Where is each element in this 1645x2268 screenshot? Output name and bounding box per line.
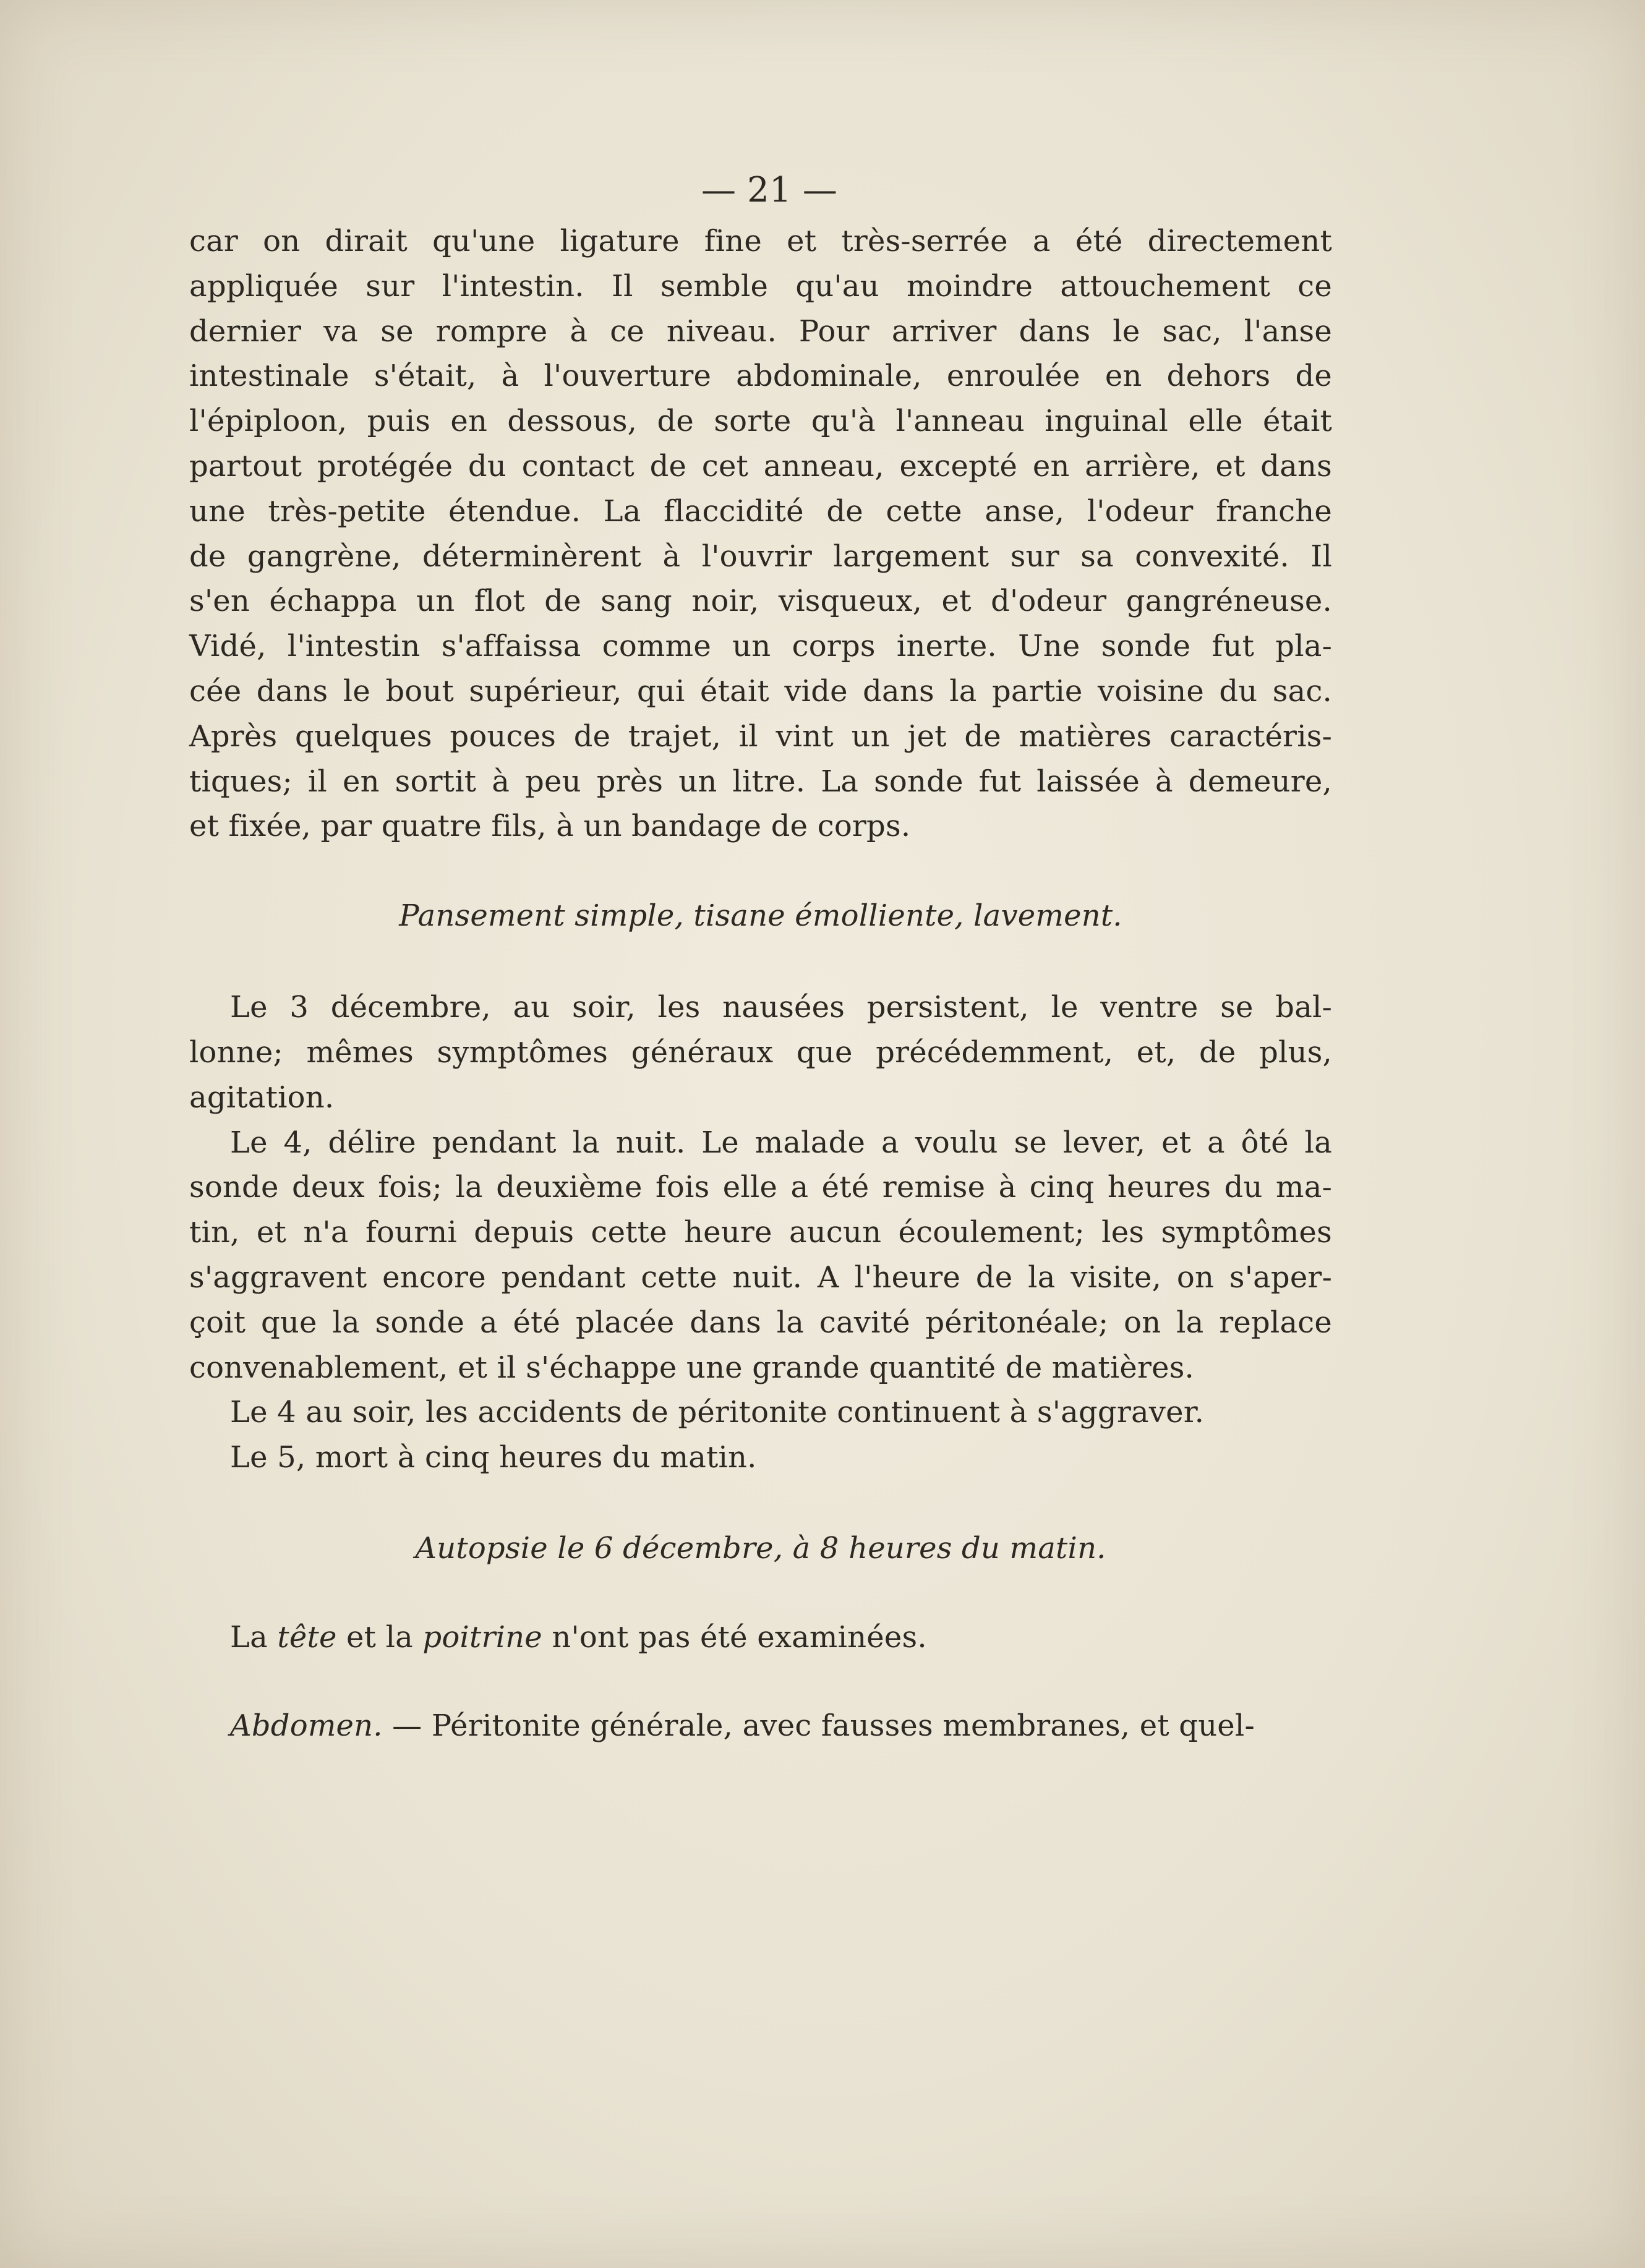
text-line: cée dans le bout supérieur, qui était vide dans la partie voisine du sac. (189, 673, 1332, 709)
text-line: tiques; il en sortit à peu près un litre. La sonde fut laissée à demeure, (189, 764, 1332, 799)
treatment-heading: Pansement simple, tisane émolliente, lavement. (399, 898, 1122, 934)
italic-word-chest: poitrine (422, 1619, 542, 1655)
text-line: appliquée sur l'intestin. Il semble qu'au moindre attouchement ce (189, 268, 1332, 304)
text-line: l'épiploon, puis en dessous, de sorte qu'à l'anneau inguinal elle était (189, 404, 1332, 439)
paragraph-operation (189, 219, 1332, 849)
text-line: Le 4, délire pendant la nuit. Le malade a voulu se lever, et a ôté la (230, 1125, 1332, 1160)
text-run: n'ont pas été examinées. (542, 1619, 927, 1655)
paragraph-dec-5: Le 5, mort à cinq heures du matin. (230, 1440, 757, 1475)
text-line: une très-petite étendue. La flaccidité de cette anse, l'odeur franche (189, 493, 1332, 529)
text-line: çoit que la sonde a été placée dans la cavité péritonéale; on la replace (189, 1305, 1332, 1340)
text-line: partout protégée du contact de cet anneau, excepté en arrière, et dans (189, 448, 1332, 484)
text-line: Vidé, l'intestin s'affaissa comme un corps inerte. Une sonde fut pla- (189, 629, 1332, 664)
abdomen-label: Abdomen. (230, 1708, 383, 1743)
italic-word-head: tête (277, 1619, 337, 1655)
paragraph-dec-4-evening: Le 4 au soir, les accidents de péritonite continuent à s'aggraver. (230, 1395, 1205, 1430)
text-line: tin, et n'a fourni depuis cette heure aucun écoulement; les symptômes (189, 1215, 1332, 1250)
text-line: s'en échappa un flot de sang noir, visqueux, et d'odeur gangréneuse. (189, 584, 1332, 619)
text-line: sonde deux fois; la deuxième fois elle a été remise à cinq heures du ma- (189, 1170, 1332, 1205)
text-line: agitation. (189, 1080, 335, 1115)
paragraph-dec-3 (189, 985, 1332, 1120)
text-run: — Péritonite générale, avec fausses membranes, et quel- (382, 1708, 1255, 1743)
text-line: Le 3 décembre, au soir, les nausées persistent, le ventre se bal- (230, 990, 1332, 1025)
text-line: de gangrène, déterminèrent à l'ouvrir largement sur sa convexité. Il (189, 539, 1332, 574)
text-line: convenablement, et il s'échappe une grande quantité de matières. (189, 1350, 1195, 1385)
paragraph-dec-4 (189, 1120, 1332, 1391)
text-run: et la (336, 1619, 423, 1655)
text-line: dernier va se rompre à ce niveau. Pour arriver dans le sac, l'anse (189, 313, 1332, 349)
paragraph-head-chest (189, 1615, 1332, 1660)
text-line: lonne; mêmes symptômes généraux que précédemment, et, de plus, (189, 1034, 1332, 1070)
text-line: car on dirait qu'une ligature fine et très-serrée a été directement (189, 224, 1332, 258)
text-line: intestinale s'était, à l'ouverture abdominale, enroulée en dehors de (189, 359, 1332, 394)
text-line: Après quelques pouces de trajet, il vint un jet de matières caractéris- (189, 718, 1332, 754)
text-line: et fixée, par quatre fils, à un bandage de corps. (189, 809, 911, 844)
paragraph-abdomen (189, 1703, 1332, 1749)
autopsy-heading: Autopsie le 6 décembre, à 8 heures du matin. (415, 1530, 1106, 1566)
text-block (189, 162, 1332, 1749)
text-line: s'aggravent encore pendant cette nuit. A l'heure de la visite, on s'aper- (189, 1260, 1332, 1295)
text-run: La (230, 1619, 278, 1655)
page-number: — 21 — (701, 170, 838, 210)
